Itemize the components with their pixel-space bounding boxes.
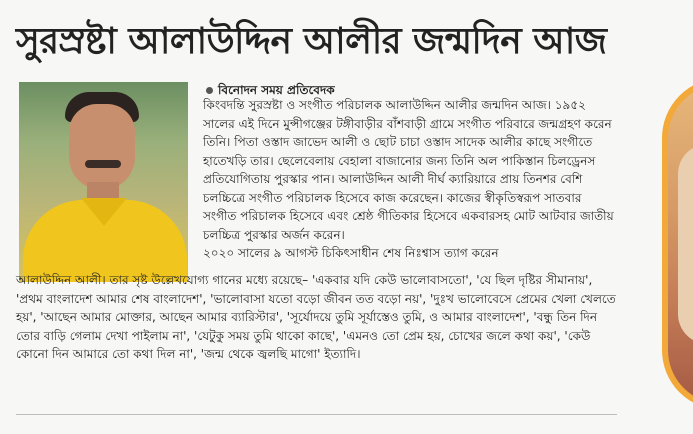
article-column xyxy=(203,96,617,263)
adjacent-image-detail xyxy=(678,144,693,344)
adjacent-article-image xyxy=(662,78,693,410)
byline-text: বিনোদন সময় প্রতিবেদক xyxy=(218,83,335,97)
paragraph-1: কিংবদন্তি সুরস্রষ্টা ও সংগীত পরিচালক আলাউদ্দিন আলীর জন্মদিন আজ। ১৯৫২ সালের এই দিনে মুন্সীগঞ্জের টঙ্গীবাড়ীর বাঁশবাড়ী গ্রামে সংগীত পরিবারে জন্মগ্রহণ করেন তিনি। পিতা ওস্তাদ জাভেদ আলী ও ছোট চাচা ওস্তাদ সাদেক আলীর কাছে সংগীতে হাতেখড়ি তার। ছেলেবেলায় বেহালা বাজানোর জন্য তিনি অল পাকিস্তান চিলড্রেনস প্রতিযোগিতায় পুরস্কার পান। আলাউদ্দিন আলী দীর্ঘ ক্যারিয়ারে প্রায় তিনশর বেশি চলচ্চিত্রে সংগীত পরিচালক হিসেবে কাজ করেছেন। কাজের স্বীকৃতিস্বরূপ সাতবার সংগীত পরিচালক হিসেবে এবং শ্রেষ্ঠ গীতিকার হিসেবে একবারসহ মোট আটবার জাতীয় চলচ্চিত্র পুরস্কার অর্জন করেন। xyxy=(203,98,614,242)
portrait-photo xyxy=(19,82,188,282)
photo-mustache xyxy=(85,160,121,168)
article-full-width xyxy=(16,271,617,364)
bottom-divider xyxy=(16,414,617,415)
paragraph-2-rest: আলাউদ্দিন আলী। তার সৃষ্ট উল্লেখযোগ্য গানের মধ্যে রয়েছে– 'একবার যদি কেউ ভালোবাসতো', 'যে ছিল দৃষ্টির সীমানায়', 'প্রথম বাংলাদেশ আমার শেষ বাংলাদেশ', 'ভালোবাসা যতো বড়ো জীবন তত বড়ো নয়', 'দুঃখ ভালোবেসে প্রেমের খেলা খেলতে হয়', 'আছেন আমার মোক্তার, আছেন আমার ব্যারিস্টার', 'সূর্যোদয়ে তুমি সূর্যাস্তেও তুমি, ও আমার বাংলাদেশ', 'বন্ধু তিন দিন তোর বাড়ি গেলাম দেখা পাইলাম না', 'যেটুকু সময় তুমি থাকো কাছে', 'এমনও তো প্রেম হয়, চোখের জলে কথা কয়', 'কেউ কোনো দিন আমারে তো কথা দিল না', 'জন্ম থেকে জ্বলছি মাগো' ইত্যাদি। xyxy=(16,273,616,361)
paragraph-2-start: ২০২০ সালের ৯ আগস্ট চিকিৎসাধীন শেষ নিঃশ্বাস ত্যাগ করেন xyxy=(203,246,499,260)
bullet-icon xyxy=(206,87,213,94)
headline: সুরস্রষ্টা আলাউদ্দিন আলীর জন্মদিন আজ xyxy=(16,21,607,62)
photo-face xyxy=(69,104,135,190)
